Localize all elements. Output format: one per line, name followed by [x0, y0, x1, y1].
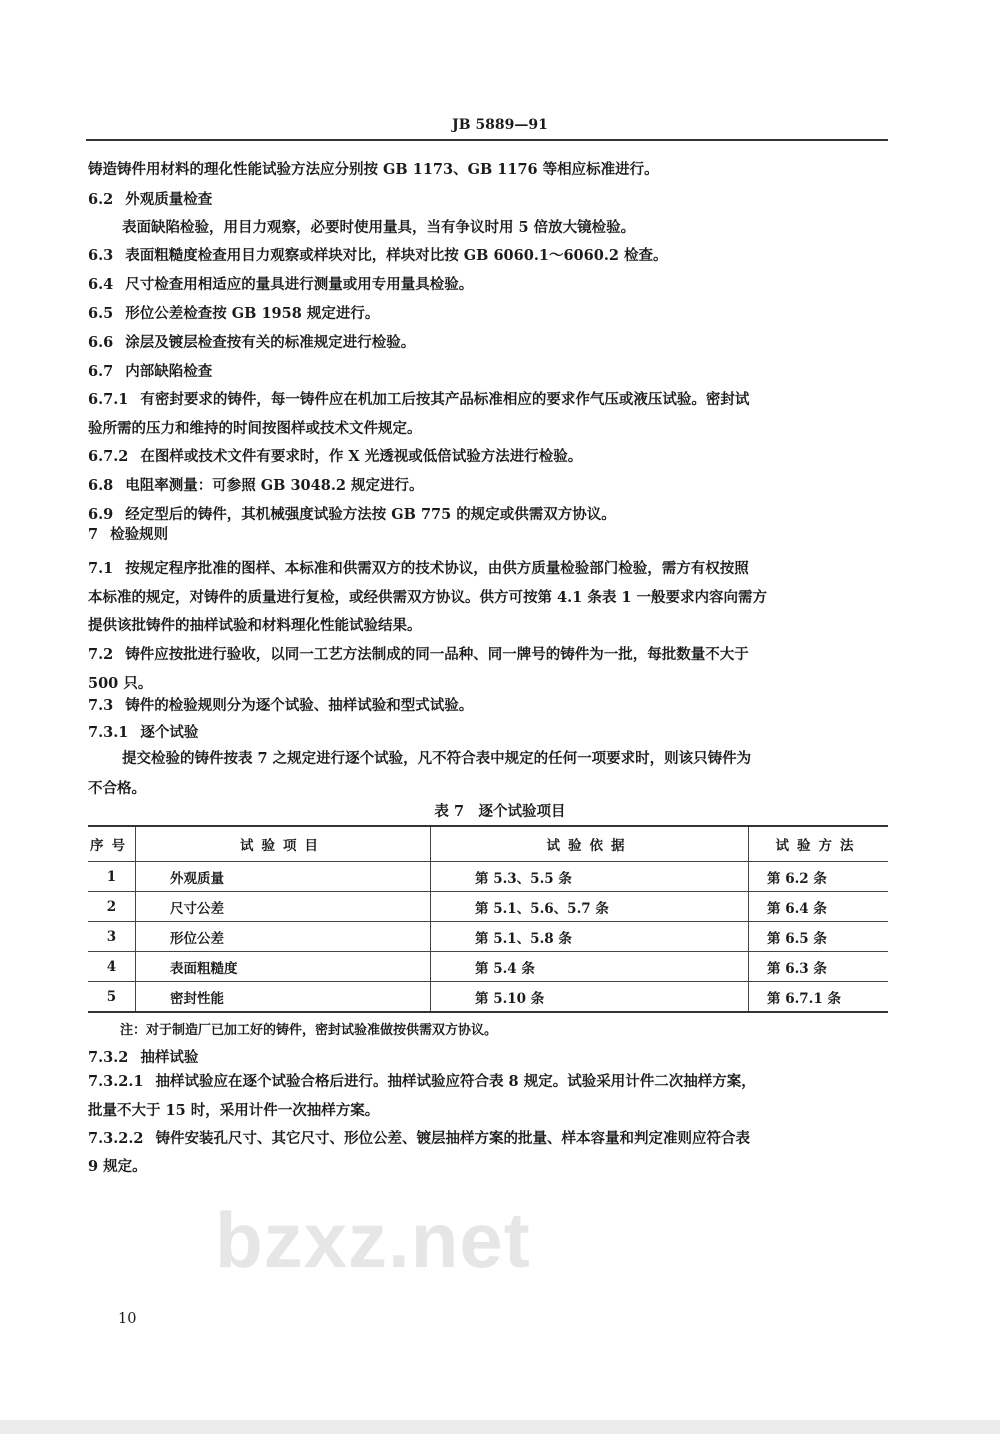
paragraph-line [88, 560, 749, 578]
table-cell: 2 [88, 892, 136, 922]
section-number: 6.7.2 [88, 448, 129, 465]
header-cell: 序号 [88, 826, 136, 862]
paragraph-line [88, 391, 749, 409]
paragraph-line [88, 191, 212, 209]
section-number: 6.5 [88, 305, 114, 322]
table-cell: 第 5.4 条 [431, 952, 749, 982]
paragraph-line [88, 506, 616, 524]
paragraph-line [88, 247, 668, 265]
section-number: 6.7 [88, 363, 114, 380]
paragraph-line [88, 697, 473, 715]
table-cell: 表面粗糙度 [136, 952, 431, 982]
table-row [88, 892, 888, 922]
section-number: 6.9 [88, 506, 114, 523]
paragraph-text: 检验规则 [110, 526, 169, 543]
paragraph-text: 表面粗糙度检查用目力观察或样块对比，样块对比按 GB 6060.1～6060.2 检查。 [125, 247, 668, 264]
table-header-row [88, 826, 888, 862]
table-row [88, 952, 888, 982]
paragraph-line [88, 1102, 379, 1120]
paragraph-text: 涂层及镀层检查按有关的标准规定进行检验。 [125, 334, 416, 351]
table-cell: 第 6.5 条 [749, 922, 889, 952]
paragraph-text: 经定型后的铸件，其机械强度试验方法按 GB 775 的规定或供需双方协议。 [125, 506, 616, 523]
paragraph-text: 电阻率测量：可参照 GB 3048.2 规定进行。 [125, 477, 424, 494]
paragraph-text: 不合格。 [88, 780, 146, 797]
section-number: 7.2 [88, 646, 114, 663]
table-cell: 第 6.7.1 条 [749, 982, 889, 1013]
table-row [88, 922, 888, 952]
paragraph-line [88, 724, 198, 742]
paragraph-text: 内部缺陷检查 [125, 363, 213, 380]
paragraph-text: 外观质量检查 [125, 191, 213, 208]
paragraph-text: 按规定程序批准的图样、本标准和供需双方的技术协议，由供方质量检验部门检验，需方有权按照 [125, 560, 749, 577]
table-cell: 密封性能 [136, 982, 431, 1013]
table-cell: 第 5.3、5.5 条 [431, 862, 749, 892]
paragraph-text: 500 只。 [88, 675, 153, 692]
paragraph-text: 批量不大于 15 时，采用计件一次抽样方案。 [88, 1102, 380, 1119]
paragraph-text: 有密封要求的铸件，每一铸件应在机加工后按其产品标准相应的要求作气压或液压试验。密封试 [140, 391, 750, 408]
section-number: 6.4 [88, 276, 114, 293]
header-cell: 试验依据 [431, 826, 749, 862]
paragraph-line [88, 276, 473, 294]
paragraph-line [88, 161, 659, 179]
paragraph-line [88, 526, 168, 544]
section-number: 7.3.2 [88, 1049, 129, 1066]
header-rule [86, 139, 888, 141]
table-cell: 第 5.1、5.6、5.7 条 [431, 892, 749, 922]
header-cell: 试验项目 [136, 826, 431, 862]
paragraph-text: 验所需的压力和维持的时间按图样或技术文件规定。 [88, 420, 422, 437]
paragraph-text: 9 规定。 [88, 1158, 147, 1175]
section-number: 7 [88, 526, 99, 543]
table-cell: 第 5.1、5.8 条 [431, 922, 749, 952]
paragraph-line [88, 675, 152, 693]
table-cell: 第 5.10 条 [431, 982, 749, 1013]
table-row [88, 862, 888, 892]
table-cell: 尺寸公差 [136, 892, 431, 922]
paragraph-line [122, 750, 751, 768]
viewer-bottom-bar [0, 1420, 1000, 1434]
section-number: 6.7.1 [88, 391, 129, 408]
table-note: 注：对于制造厂已加工好的铸件，密封试验准做按供需双方协议。 [120, 1023, 498, 1038]
paragraph-text: 本标准的规定，对铸件的质量进行复检，或经供需双方协议。供方可按第 4.1 条表 1 一般要求内容向需方 [88, 589, 768, 606]
table-cell: 形位公差 [136, 922, 431, 952]
paragraph-text: 在图样或技术文件有要求时，作 X 光透视或低倍试验方法进行检验。 [140, 448, 583, 465]
paragraph-text: 形位公差检查按 GB 1958 规定进行。 [125, 305, 380, 322]
paragraph-line [88, 1130, 750, 1148]
paragraph-line [88, 305, 379, 323]
section-number: 7.3.2.2 [88, 1130, 144, 1147]
paragraph-text: 提交检验的铸件按表 7 之规定进行逐个试验，凡不符合表中规定的任何一项要求时，则该只铸件为 [122, 750, 752, 767]
section-number: 7.1 [88, 560, 114, 577]
section-number: 6.6 [88, 334, 114, 351]
section-number: 6.2 [88, 191, 114, 208]
paragraph-line [88, 617, 422, 635]
table-cell: 5 [88, 982, 136, 1013]
paragraph-text: 铸件应按批进行验收，以同一工艺方法制成的同一品种、同一牌号的铸件为一批，每批数量不大于 [125, 646, 749, 663]
paragraph-line [88, 589, 767, 607]
paragraph-line [88, 1158, 147, 1176]
table-cell: 3 [88, 922, 136, 952]
section-number: 7.3.2.1 [88, 1073, 144, 1090]
section-number: 6.8 [88, 477, 114, 494]
paragraph-text: 铸件安装孔尺寸、其它尺寸、形位公差、镀层抽样方案的批量、样本容量和判定准则应符合表 [155, 1130, 751, 1147]
section-number: 6.3 [88, 247, 114, 264]
table-cell: 第 6.2 条 [749, 862, 889, 892]
table-caption: 表 7 逐个试验项目 [434, 803, 566, 820]
table-cell: 4 [88, 952, 136, 982]
paragraph-line [88, 420, 422, 438]
paragraph-text: 表面缺陷检验，用目力观察，必要时使用量具，当有争议时用 5 倍放大镜检验。 [122, 219, 636, 236]
header-cell: 试验方法 [749, 826, 889, 862]
paragraph-line [88, 477, 424, 495]
paragraph-text: 铸件的检验规则分为逐个试验、抽样试验和型式试验。 [125, 697, 474, 714]
paragraph-line [88, 1073, 756, 1091]
table-cell: 第 6.3 条 [749, 952, 889, 982]
section-number: 7.3.1 [88, 724, 129, 741]
paragraph-line [88, 363, 212, 381]
paragraph-line [88, 1049, 198, 1067]
paragraph-line [88, 334, 415, 352]
paragraph-text: 铸造铸件用材料的理化性能试验方法应分别按 GB 1173、GB 1176 等相应标准进行。 [88, 161, 659, 178]
paragraph-text: 抽样试验应在逐个试验合格后进行。抽样试验应符合表 8 规定。试验采用计件二次抽样方案， [155, 1073, 756, 1090]
paragraph-text: 尺寸检查用相适应的量具进行测量或用专用量具检验。 [125, 276, 474, 293]
watermark: bzxz.net [215, 1196, 531, 1284]
table-row [88, 982, 888, 1013]
table-cell: 第 6.4 条 [749, 892, 889, 922]
paragraph-line [88, 780, 146, 798]
paragraph-line [122, 219, 635, 237]
standard-header: JB 5889—91 [452, 117, 548, 133]
page-number: 10 [118, 1311, 137, 1327]
table-cell: 1 [88, 862, 136, 892]
table-cell: 外观质量 [136, 862, 431, 892]
paragraph-line [88, 448, 582, 466]
section-number: 7.3 [88, 697, 114, 714]
paragraph-text: 逐个试验 [140, 724, 199, 741]
paragraph-text: 提供该批铸件的抽样试验和材料理化性能试验结果。 [88, 617, 422, 634]
paragraph-line [88, 646, 749, 664]
paragraph-text: 抽样试验 [140, 1049, 199, 1066]
inspection-items-table [88, 825, 888, 1013]
